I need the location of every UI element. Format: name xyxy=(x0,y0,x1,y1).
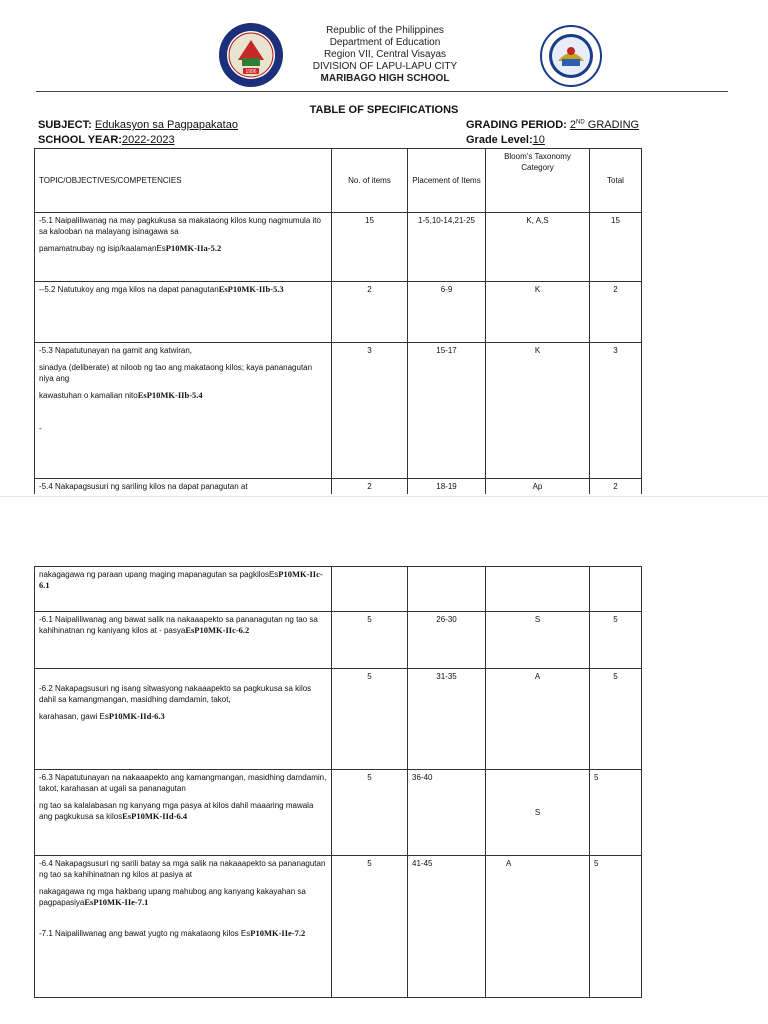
items-cell: 2 xyxy=(332,282,408,343)
total-cell xyxy=(590,567,642,612)
total-cell: 2 xyxy=(590,479,642,495)
header-republic: Republic of the Philippines xyxy=(326,25,444,36)
competency-code: P10MK-IIa-5.2 xyxy=(165,243,222,253)
table-row xyxy=(35,612,642,669)
table-row xyxy=(35,770,642,856)
bloom-cell: K, A,S xyxy=(486,213,590,282)
competency-text-part: -7.1 Naipaliliwanag ang bawat yugto ng makataong kilos xyxy=(39,929,241,938)
table-row xyxy=(35,567,642,612)
placement-cell: 6-9 xyxy=(408,282,486,343)
competency-cell xyxy=(35,669,332,770)
competency-text-part: nakagagawa ng mga hakbang upang mahubog ang kanyang kakayahan sa pagpapasiya xyxy=(39,887,306,907)
code-prefix: Es xyxy=(268,570,279,579)
header-no-of-items: No. of items xyxy=(332,149,408,213)
competency-cell xyxy=(35,213,332,282)
competency-text-part: kawastuhan o kamalian nito xyxy=(39,391,138,400)
header-total: Total xyxy=(590,149,642,213)
total-cell: 5 xyxy=(590,856,642,998)
total-cell: 5 xyxy=(590,612,642,669)
items-cell xyxy=(332,567,408,612)
grading-period-label: GRADING PERIOD: xyxy=(466,119,567,131)
document-title: TABLE OF SPECIFICATIONS xyxy=(309,104,459,116)
competency-text-cont xyxy=(39,243,327,254)
competency-code: EsP10MK-IIc-6.2 xyxy=(185,625,250,635)
placement-cell xyxy=(408,567,486,612)
subject-value: Edukasyon sa Pagpapakatao xyxy=(94,119,238,131)
competency-cell xyxy=(35,612,332,669)
items-cell: 5 xyxy=(332,856,408,998)
header-topic: TOPIC/OBJECTIVES/COMPETENCIES xyxy=(35,149,332,213)
page-break xyxy=(0,496,768,497)
competency-text: --5.2 Natutukoy ang mga kilos na dapat panagutan xyxy=(39,285,219,294)
competency-code: EsP10MK-IIe-7.1 xyxy=(84,897,149,907)
competency-cell xyxy=(35,856,332,998)
competency-text-cont xyxy=(39,390,327,401)
subject-line xyxy=(38,119,238,131)
code-prefix: Es xyxy=(99,712,109,721)
table-row xyxy=(35,669,642,770)
placement-cell: 15-17 xyxy=(408,343,486,479)
items-cell: 5 xyxy=(332,770,408,856)
grading-period-value xyxy=(570,119,639,131)
competency-text: nakagagawa ng paraan upang maging mapanagutan sa pagkilos xyxy=(39,570,269,579)
items-cell: 2 xyxy=(332,479,408,495)
competency-text: -6.3 Napatutunayan na nakaaapekto ang kamangmangan, masidhing damdamin, takot, karahasan at ugali sa pananagutan xyxy=(39,773,327,793)
placement-cell: 41-45 xyxy=(408,856,486,998)
code-prefix: Es xyxy=(240,929,251,938)
competency-code: EsP10MK-IIb-5.4 xyxy=(137,390,203,400)
grade-level-line xyxy=(466,134,545,146)
header-region: Region VII, Central Visayas xyxy=(323,49,447,60)
competency-cell xyxy=(35,567,332,612)
competency-code: EsP10MK-IIb-5.3 xyxy=(218,284,284,294)
table-header-row xyxy=(35,149,642,213)
competency-text-part: karahasan, gawi xyxy=(39,712,100,721)
grading-period-line xyxy=(466,119,639,131)
placement-cell: 31-35 xyxy=(408,669,486,770)
competency-text-part: ng tao sa kalalabasan ng kanyang mga pasya at kilos dahil maaaring mawala ang pagkukusa sa kilos xyxy=(39,801,314,821)
items-cell: 15 xyxy=(332,213,408,282)
bloom-cell: K xyxy=(486,343,590,479)
code-prefix: Es xyxy=(156,244,166,253)
tos-table-page2 xyxy=(34,566,642,998)
competency-code: EsP10MK-IId-6.4 xyxy=(122,811,188,821)
items-cell: 3 xyxy=(332,343,408,479)
competency-cell xyxy=(35,343,332,479)
subject-label: SUBJECT: xyxy=(38,119,92,131)
dash-mark: - xyxy=(39,424,42,433)
placement-cell: 36-40 xyxy=(408,770,486,856)
seal-year: 1996 xyxy=(245,69,257,75)
items-cell: 5 xyxy=(332,612,408,669)
school-year-line xyxy=(38,134,206,146)
total-cell: 3 xyxy=(590,343,642,479)
competency-cell xyxy=(35,770,332,856)
bloom-cell: K xyxy=(486,282,590,343)
placement-cell: 26-30 xyxy=(408,612,486,669)
competency-text: -6.2 Nakapagsusuri ng isang sitwasyong nakaaapekto sa pagkukusa sa kilos dahil sa kamangmangan, masidhing damdamin, takot, xyxy=(39,684,312,704)
school-year-label: SCHOOL YEAR: xyxy=(38,134,122,146)
table-row xyxy=(35,343,642,479)
grading-suffix: ND xyxy=(576,119,585,126)
grade-level-value: 10 xyxy=(532,134,545,146)
competency-code: P10MK-IIe-7.2 xyxy=(250,928,306,938)
grading-word: GRADING xyxy=(587,119,640,131)
total-cell: 5 xyxy=(590,669,642,770)
items-cell: 5 xyxy=(332,669,408,770)
bloom-cell: S xyxy=(486,612,590,669)
competency-text: -5.3 Napatutunayan na gamit ang katwiran, xyxy=(39,346,192,355)
placement-cell: 1-5,10-14,21-25 xyxy=(408,213,486,282)
header-bloom: Bloom’s Taxonomy Category xyxy=(486,149,590,213)
tos-table-page1 xyxy=(34,148,642,494)
competency-text-cont: sinadya (deliberate) at niloob ng tao ang makataong kilos; kaya pananagutan niya ang xyxy=(39,363,313,383)
grade-level-label: Grade Level: xyxy=(466,134,533,146)
header-placement: Placement of Items xyxy=(408,149,486,213)
competency-text: -6.1 Naipaliliwanag ang bawat salik na nakaaapekto sa pananagutan ng tao sa kahihinatnan ng kaniyang kilos at - pasya xyxy=(39,615,318,635)
competency-cell xyxy=(35,282,332,343)
table-row xyxy=(35,479,642,495)
competency-cell: -5.4 Nakapagsusuri ng sariling kilos na dapat panagutan at xyxy=(35,479,332,495)
competency-text: -6.4 Nakapagsusuri ng sarili batay sa mga salik na nakaaapekto sa pananagutan ng tao sa kahihinatnan ng kilos at pasiya at xyxy=(39,859,326,879)
grading-number: 2 xyxy=(569,119,577,131)
competency-text-part: pamamatnubay ng isip/kaalaman xyxy=(39,244,157,253)
table-row xyxy=(35,856,642,998)
school-year-value: 2022-2023 xyxy=(121,134,175,146)
bloom-cell: A xyxy=(486,669,590,770)
header-division: DIVISION OF LAPU-LAPU CITY xyxy=(312,61,458,72)
competency-code: P10MK-IId-6.3 xyxy=(108,711,165,721)
bloom-cell: Ap xyxy=(486,479,590,495)
total-cell: 15 xyxy=(590,213,642,282)
placement-cell: 18-19 xyxy=(408,479,486,495)
table-row xyxy=(35,213,642,282)
competency-text: -5.1 Naipaliliwanag na may pagkukusa sa makataong kilos kung nagmumula ito sa kalooban na malayang isinagawa sa xyxy=(39,216,321,236)
total-cell: 5 xyxy=(590,770,642,856)
total-cell: 2 xyxy=(590,282,642,343)
deped-seal-logo xyxy=(540,25,602,87)
bloom-cell: S xyxy=(486,770,590,856)
header-school-name: MARIBAGO HIGH SCHOOL xyxy=(320,73,450,84)
table-row xyxy=(35,282,642,343)
header-divider xyxy=(36,91,728,92)
bloom-cell: A xyxy=(486,856,590,998)
competency-code: P10MK-IIc-6.1 xyxy=(39,569,323,590)
header-department: Department of Education xyxy=(329,37,441,48)
bloom-cell xyxy=(486,567,590,612)
